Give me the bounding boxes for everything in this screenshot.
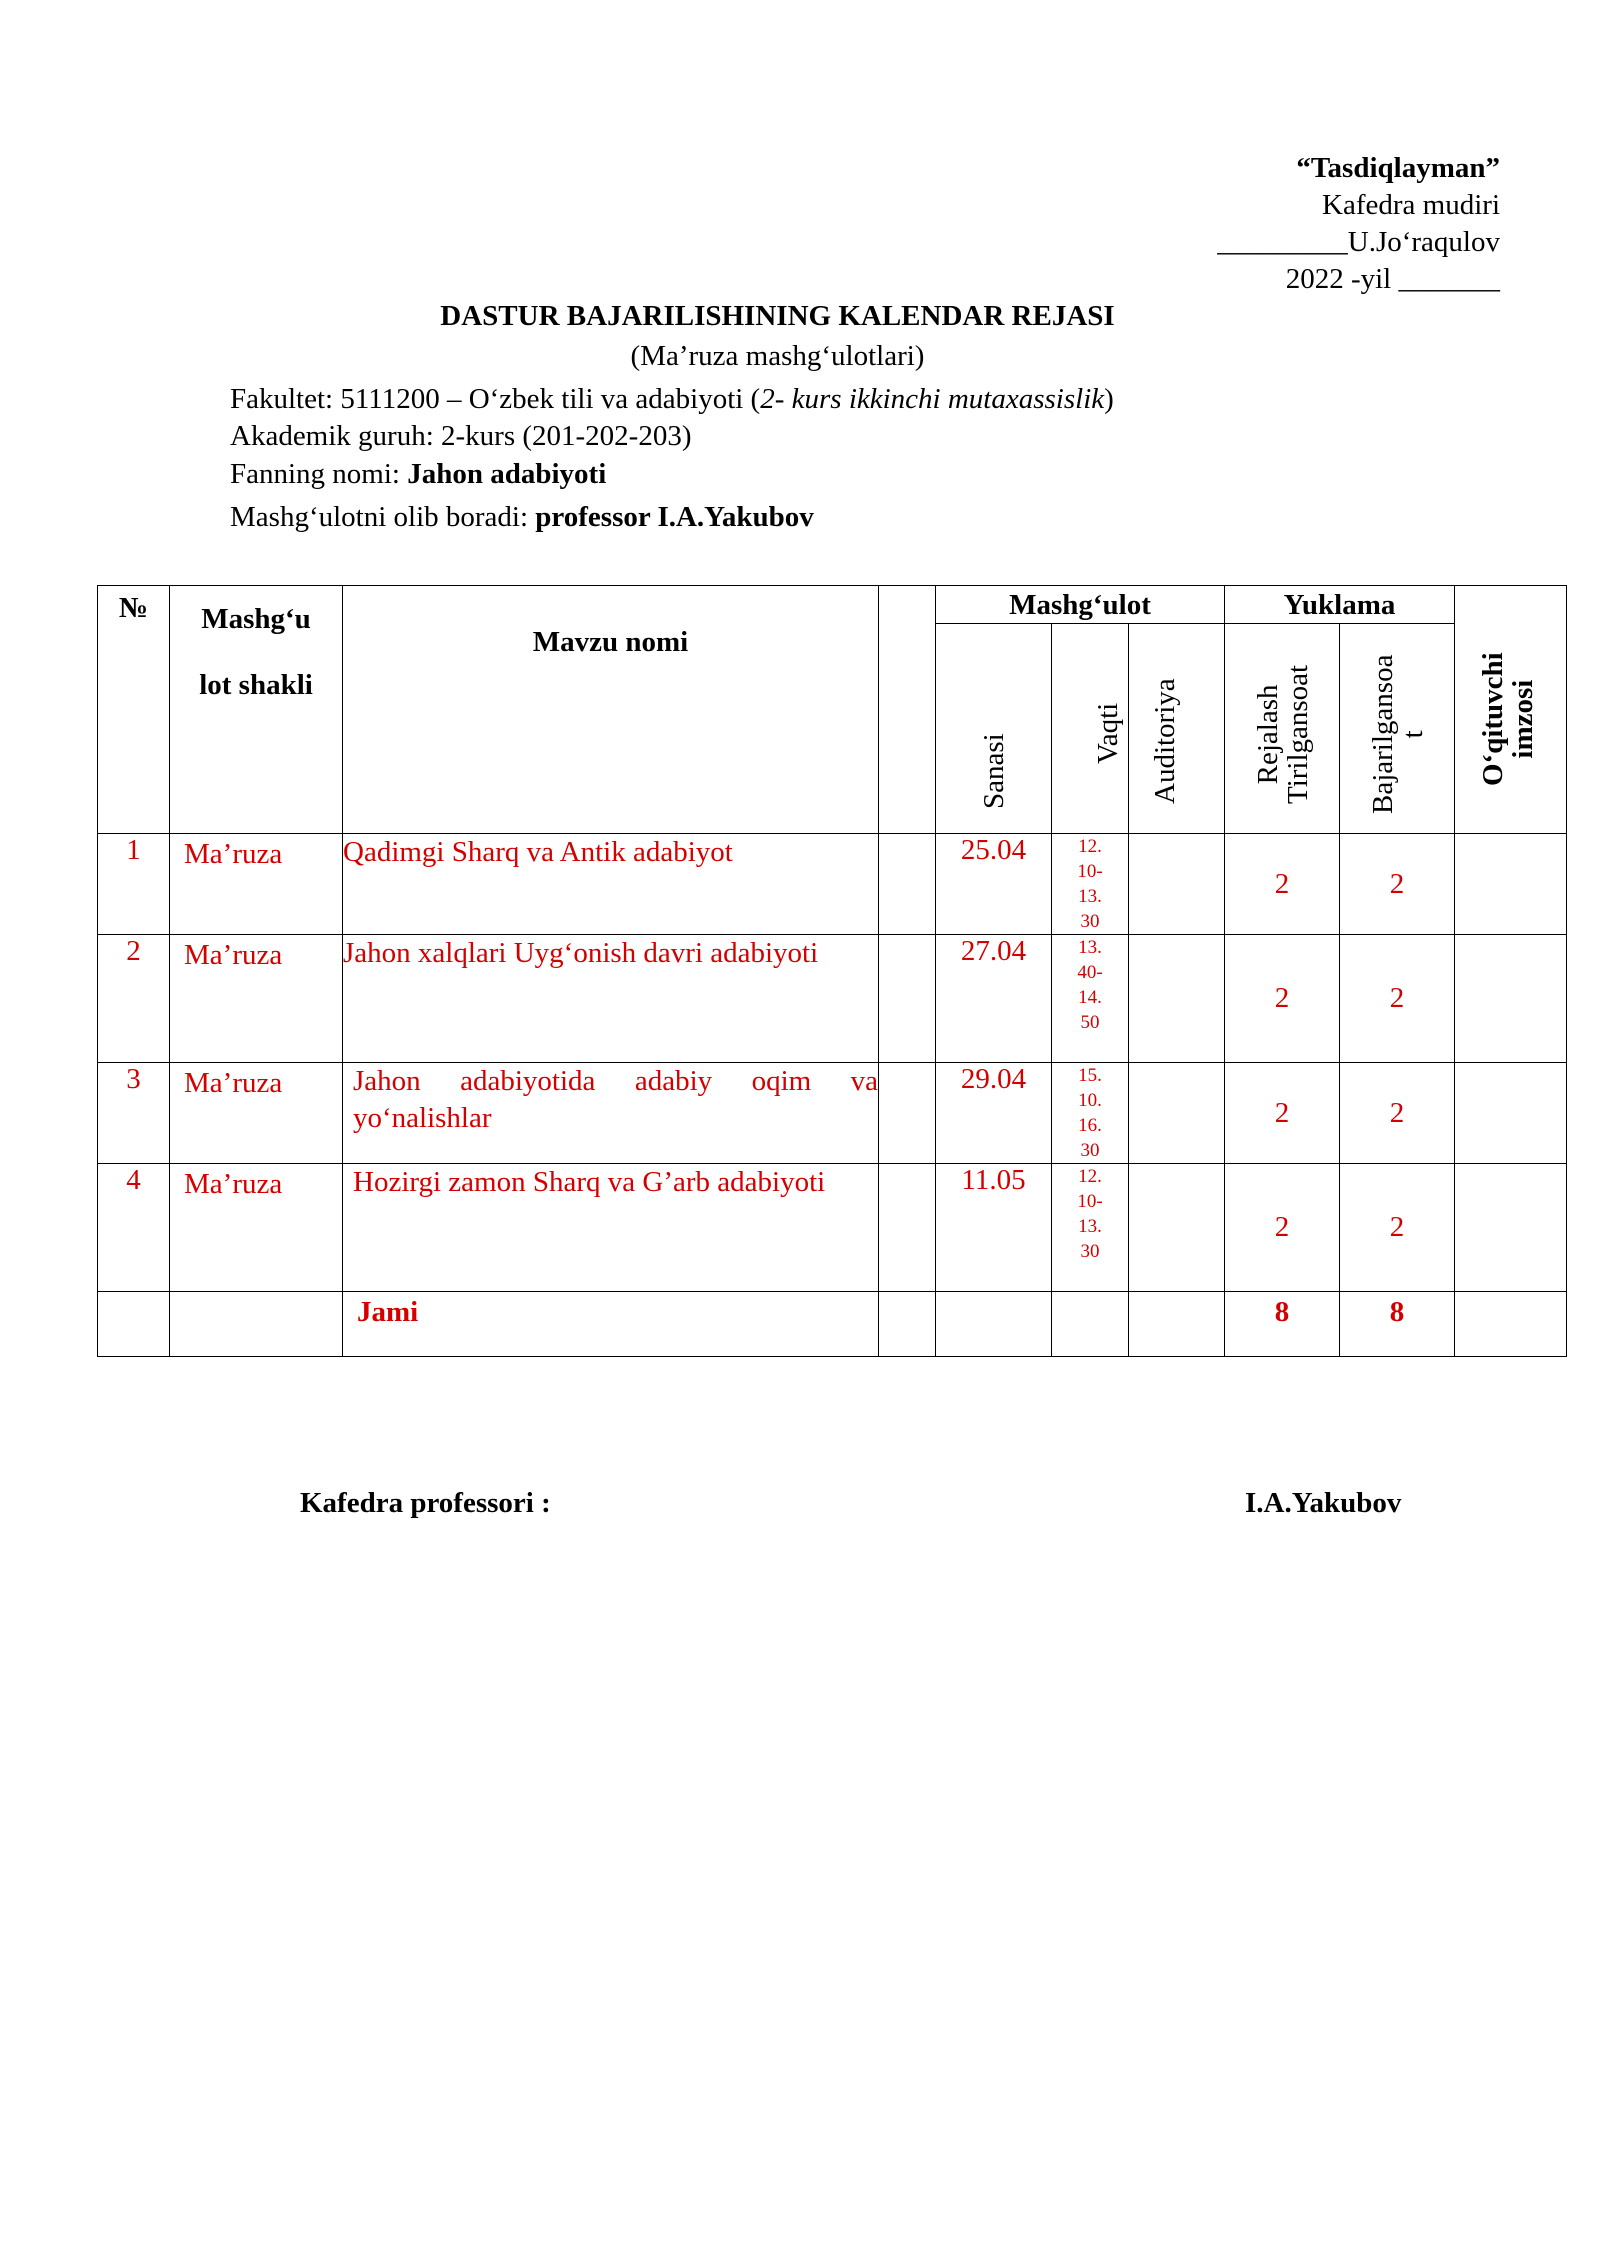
total-empty [879, 1292, 936, 1357]
row-time [1052, 1164, 1129, 1292]
document-title: DASTUR BAJARILISHINING KALENDAR REJASI [440, 300, 1115, 332]
teacher-label: Mashg‘ulotni olib boradi: [230, 501, 536, 533]
approval-block [1217, 150, 1500, 298]
calendar-plan-table [97, 585, 1567, 1357]
row-empty [879, 1164, 936, 1292]
row-room [1129, 935, 1225, 1063]
row-signature [1455, 935, 1567, 1063]
row-time-part: 16. [1078, 1115, 1102, 1136]
total-empty-room [1129, 1292, 1225, 1357]
footer-name: I.A.Yakubov [1245, 1487, 1402, 1519]
row-time [1052, 1063, 1129, 1164]
row-room [1129, 1063, 1225, 1164]
row-time-part: 13. [1078, 1216, 1102, 1237]
total-empty-form [170, 1292, 343, 1357]
total-empty-no [98, 1292, 170, 1357]
header-room [1129, 624, 1225, 834]
header-session-group: Mashg‘ulot [936, 586, 1225, 624]
header-time [1052, 624, 1129, 834]
row-room [1129, 1164, 1225, 1292]
row-time-part: 30 [1080, 1241, 1100, 1262]
header-row-1 [98, 586, 1567, 624]
row-no: 3 [98, 1063, 170, 1164]
row-date: 11.05 [936, 1164, 1052, 1292]
header-date [936, 624, 1052, 834]
row-empty [879, 935, 936, 1063]
header-no: № [98, 586, 170, 834]
header-done-line1: Bajarilgansoa [1367, 654, 1400, 814]
row-time-part: 10. [1078, 1090, 1102, 1111]
total-done: 8 [1340, 1292, 1455, 1357]
header-done-line2: t [1397, 730, 1430, 739]
row-time-part: 13. [1078, 937, 1102, 958]
header-load-group: Yuklama [1225, 586, 1455, 624]
row-planned: 2 [1225, 1164, 1340, 1292]
row-form: Ma’ruza [170, 834, 343, 935]
table-row [98, 935, 1567, 1063]
header-done-text [1368, 655, 1428, 814]
row-planned: 2 [1225, 1063, 1340, 1164]
total-planned: 8 [1225, 1292, 1340, 1357]
header-form-line2: lot shakli [199, 669, 313, 701]
row-done: 2 [1340, 935, 1455, 1063]
header-teacher [1455, 586, 1567, 834]
row-date: 27.04 [936, 935, 1052, 1063]
row-time-part: 12. [1078, 1166, 1102, 1187]
approval-year-line: 2022 -yil _______ [1285, 263, 1500, 295]
row-done: 2 [1340, 1063, 1455, 1164]
row-done: 2 [1340, 1164, 1455, 1292]
row-no: 2 [98, 935, 170, 1063]
header-room-text: Auditoriya [1149, 678, 1181, 804]
row-time-part: 14. [1078, 987, 1102, 1008]
header-empty [879, 586, 936, 834]
row-date: 29.04 [936, 1063, 1052, 1164]
document-subtitle: (Ma’ruza mashg‘ulotlari) [630, 340, 925, 372]
header-planned-text [1253, 665, 1313, 804]
header-planned-line2: Tirilgansoat [1282, 664, 1315, 804]
row-done: 2 [1340, 834, 1455, 935]
header-teacher-line2: imzosi [1507, 679, 1540, 759]
row-empty [879, 1063, 936, 1164]
header-date-text: Sanasi [978, 733, 1010, 809]
row-time [1052, 935, 1129, 1063]
row-time-part: 12. [1078, 836, 1102, 857]
row-time-part: 30 [1080, 911, 1100, 932]
approval-signature-line: _________U.Jo‘raqulov [1217, 226, 1500, 258]
header-done [1340, 624, 1455, 834]
total-empty-time [1052, 1292, 1129, 1357]
row-date: 25.04 [936, 834, 1052, 935]
row-time-part: 10- [1077, 1191, 1103, 1212]
row-topic: Hozirgi zamon Sharq va G’arb adabiyoti [343, 1164, 879, 1292]
subject-label: Fanning nomi: [230, 458, 408, 490]
faculty-course: 2- kurs ikkinchi mutaxassislik [760, 383, 1105, 415]
header-form [170, 586, 343, 834]
approval-position: Kafedra mudiri [1322, 189, 1500, 221]
row-topic: Jahon adabiyotida adabiy oqim va yo‘nalishlar [343, 1063, 879, 1164]
row-topic: Jahon xalqlari Uyg‘onish davri adabiyoti [343, 935, 879, 1063]
subject-value: Jahon adabiyoti [407, 458, 607, 490]
row-signature [1455, 1164, 1567, 1292]
subject-line [230, 458, 606, 491]
faculty-prefix: Fakultet: 5111200 – O‘zbek tili va adabiyoti ( [230, 383, 761, 415]
row-time-part: 50 [1080, 1012, 1100, 1033]
row-time [1052, 834, 1129, 935]
faculty-suffix: ) [1104, 383, 1114, 415]
header-planned-line1: Rejalash [1252, 684, 1285, 785]
total-label: Jami [343, 1292, 879, 1357]
approval-title: “Tasdiqlayman” [1296, 152, 1500, 184]
header-teacher-line1: O‘qituvchi [1477, 652, 1510, 786]
row-time-part: 30 [1080, 1140, 1100, 1161]
row-time-part: 10- [1077, 861, 1103, 882]
row-topic: Qadimgi Sharq va Antik adabiyot [343, 834, 879, 935]
row-planned: 2 [1225, 935, 1340, 1063]
row-time-part: 40- [1077, 962, 1103, 983]
header-topic: Mavzu nomi [343, 586, 879, 834]
row-empty [879, 834, 936, 935]
header-form-line1: Mashg‘u [201, 603, 311, 635]
row-room [1129, 834, 1225, 935]
teacher-line [230, 501, 814, 534]
row-form: Ma’ruza [170, 1164, 343, 1292]
header-planned [1225, 624, 1340, 834]
total-row [98, 1292, 1567, 1357]
total-empty-signature [1455, 1292, 1567, 1357]
row-time-part: 15. [1078, 1065, 1102, 1086]
row-signature [1455, 1063, 1567, 1164]
faculty-line [230, 383, 1114, 416]
row-planned: 2 [1225, 834, 1340, 935]
group-line: Akademik guruh: 2-kurs (201-202-203) [230, 420, 692, 452]
header-time-text: Vaqti [1092, 702, 1124, 764]
row-form: Ma’ruza [170, 1063, 343, 1164]
header-teacher-text [1478, 652, 1538, 786]
total-empty-date [936, 1292, 1052, 1357]
row-form: Ma’ruza [170, 935, 343, 1063]
row-signature [1455, 834, 1567, 935]
table-row [98, 834, 1567, 935]
footer-position: Kafedra professori : [300, 1487, 551, 1519]
row-time-part: 13. [1078, 886, 1102, 907]
row-no: 1 [98, 834, 170, 935]
teacher-value: professor I.A.Yakubov [535, 501, 814, 533]
row-no: 4 [98, 1164, 170, 1292]
table-row [98, 1164, 1567, 1292]
table-row [98, 1063, 1567, 1164]
